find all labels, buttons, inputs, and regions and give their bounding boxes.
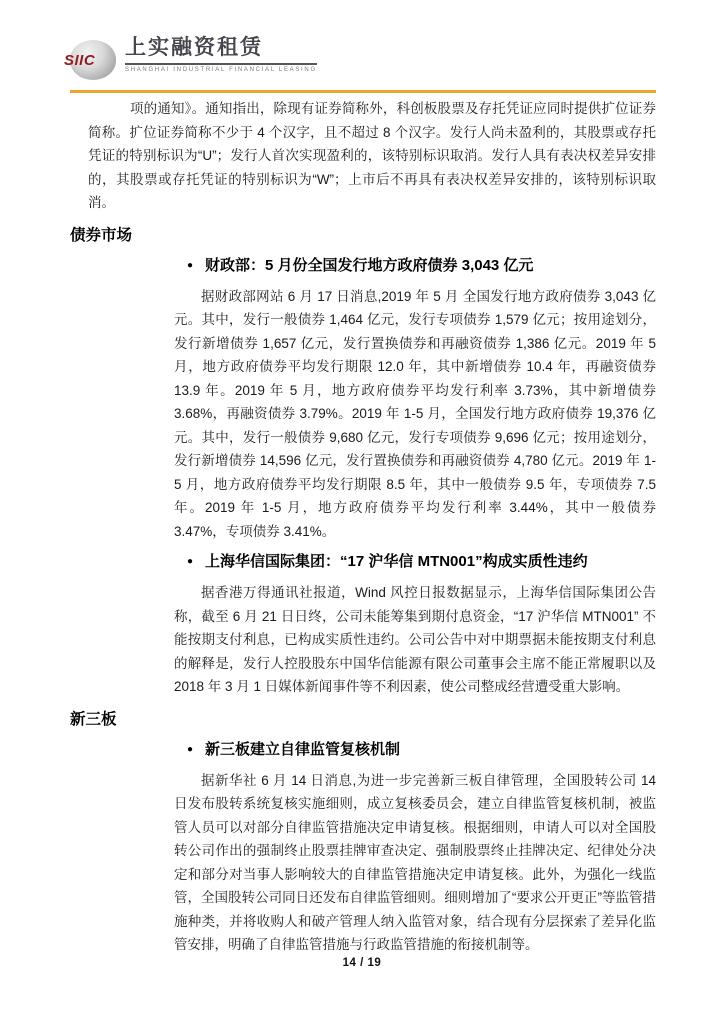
page-header: [64, 36, 317, 80]
intro-paragraph: 项的通知》。通知指出，除现有证券简称外，科创板股票及存托凭证应同时提供扩位证券简称。扩位证券简称不少于 4 个汉字，且不超过 8 个汉字。发行人尚未盈利的，其股票或存托凭证的特别标识为“U”；发行人首次实现盈利的，该特别标识取消。发行人具有表决权差异安排的，其股票或存托凭证的特别标识为“W”；上市后不再具有表决权差异安排的，该特别标识取消。: [88, 101, 656, 210]
item-heading-text: 新三板建立自律监管复核机制: [205, 740, 401, 758]
bullet-icon: ●: [187, 259, 194, 271]
item-heading-text: 上海华信国际集团：“17 沪华信 MTN001”构成实质性违约: [205, 553, 588, 570]
section-title-bond-market: 债券市场: [70, 226, 133, 244]
page-number: 14 / 19: [342, 957, 382, 969]
item-body-neeq-review: 据新华社 6 月 14 日消息,为进一步完善新三板自律管理，全国股转公司 14 日发布股转系统复核实施细则，成立复核委员会，建立自律监管复核机制，被监管人员可以对部分自律监管措施决定申请复核。根据细则，申请人可以对全国股转公司作出的强制终止股票挂牌审查决定、强制股票终止挂牌决定、纪律处分决定和部分对当事人影响较大的自律监管措施决定申请复核。此外，为强化一线监管，全国股转公司同日还发布自律监管细则。细则增加了“要求公开更正”等监管措施种类，并将收购人和破产管理人纳入监管对象，结合现有分层探索了差异化监管安排，明确了自律监管措施与行政监管措施的衔接机制等。: [174, 772, 656, 952]
item-body-huaxin-default: 据香港万得通讯社报道，Wind 风控日报数据显示，上海华信国际集团公告称，截至 6 月 21 日日终，公司未能筹集到期付息资金，“17 沪华信 MTN001” 不能按期支付利息，已构成实质性违约。公司公告中对中期票据未能按期支付利息的解释是，发行人控股股东中国华信能源有限公司董事会主席不能正常履职以及 2018 年 3 月 1 日媒体新闻事件等不利因素，使公司整成经营遭受重大影响。: [174, 585, 656, 694]
item-heading-text: 财政部：5 月份全国发行地方政府债券 3,043 亿元: [205, 256, 534, 274]
siic-logo-text: SIIC: [64, 52, 96, 69]
bullet-icon: ●: [187, 556, 194, 567]
item-heading-mof-bonds: [187, 255, 656, 277]
page-content: [70, 95, 656, 957]
brand-name-en: SHANGHAI INDUSTRIAL FINANCIAL LEASING: [125, 67, 317, 74]
siic-globe-icon: [64, 40, 116, 80]
section-title-neeq: 新三板: [70, 710, 117, 728]
header-divider: [70, 90, 656, 93]
item-body-mof-bonds: 据财政部网站 6 月 17 日消息,2019 年 5 月 全国发行地方政府债券 3,043 亿元。其中，发行一般债券 1,464 亿元，发行专项债券 1,579 亿元；按用途划分，发行新增债券 1,657 亿元，发行置换债券和再融资债券 1,386 亿元。2019 年 5 月，地方政府债券平均发行期限 12.0 年，其中新增债券 10.4 年，再融资债券 13.9 年。2019 年 5 月，地方政府债券平均发行利率 3.73%，其中新增债券 3.68%，再融资债券 3.79%。2019 年 1-5 月，全国发行地方政府债券 19,376 亿元。其中，发行一般债券 9,680 亿元，发行专项债券 9,696 亿元；按用途划分，发行新增债券 14,596 亿元，发行置换债券和再融资债券 4,780 亿元。2019 年 1-5 月，地方政府债券平均发行期限 8.5 年，其中一般债券 9.5 年，专项债券 7.5 年。2019 年 1-5 月，地方政府债券平均发行利率 3.44%，其中一般债券 3.47%，专项债券 3.41%。: [174, 288, 656, 539]
page-footer: [0, 957, 724, 969]
item-heading-neeq-review: [187, 739, 656, 761]
bullet-icon: ●: [187, 743, 194, 755]
company-logo: [125, 36, 317, 73]
brand-name-cn: 上实融资租赁: [125, 36, 317, 65]
item-heading-huaxin-default: [187, 551, 656, 573]
